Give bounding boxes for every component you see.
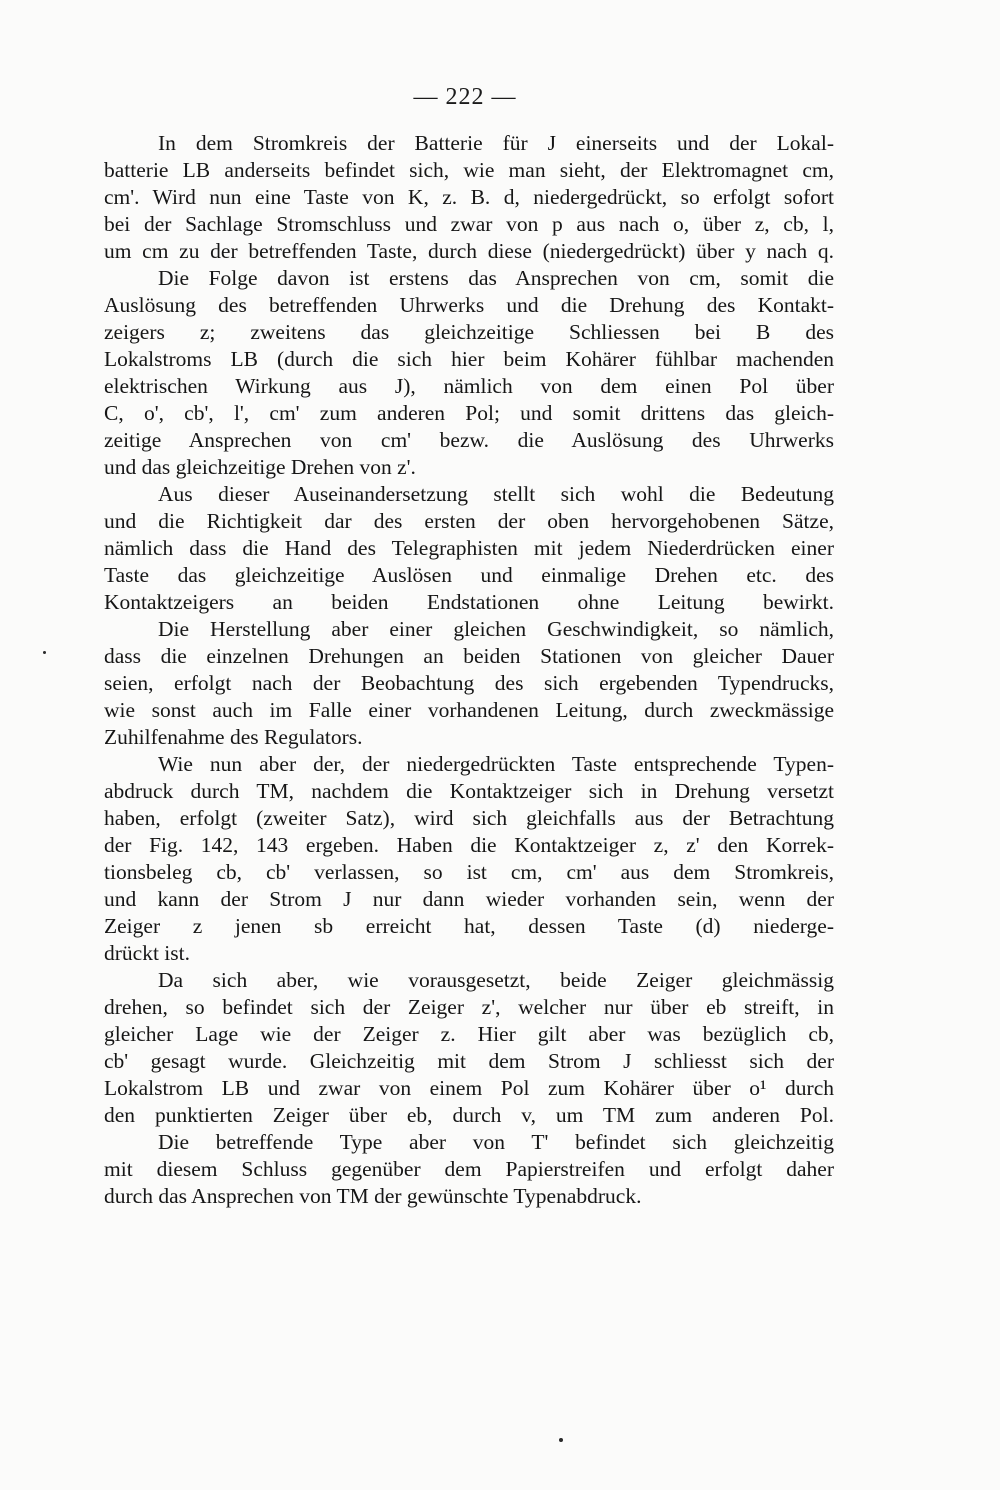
text-line: drehen, so befindet sich der Zeiger z', welcher nur über eb streift, in (104, 995, 834, 1019)
text-line: nämlich dass die Hand des Telegraphisten mit jedem Niederdrücken einer (104, 536, 834, 560)
text-line: In dem Stromkreis der Batterie für J einerseits und der Lokal- (158, 131, 834, 155)
text-line: batterie LB anderseits befindet sich, wie man sieht, der Elektromagnet cm, (104, 158, 834, 182)
page-number: — 222 — (413, 84, 517, 110)
text-line: Kontaktzeigers an beiden Endstationen ohne Leitung bewirkt. (104, 590, 834, 614)
text-line: tionsbeleg cb, cb' verlassen, so ist cm, cm' aus dem Stromkreis, (104, 860, 834, 884)
text-line: Da sich aber, wie vorausgesetzt, beide Zeiger gleichmässig (158, 968, 834, 992)
text-line: zeitige Ansprechen von cm' bezw. die Auslösung des Uhrwerks (104, 428, 834, 452)
text-line: und die Richtigkeit dar des ersten der oben hervorgehobenen Sätze, (104, 509, 834, 533)
text-line: um cm zu der betreffenden Taste, durch diese (niedergedrückt) über y nach q. (104, 239, 834, 263)
text-line: den punktierten Zeiger über eb, durch v, um TM zum anderen Pol. (104, 1103, 834, 1127)
text-line: Aus dieser Auseinandersetzung stellt sich wohl die Bedeutung (158, 482, 834, 506)
text-line: wie sonst auch im Falle einer vorhandenen Leitung, durch zweckmässige (104, 698, 834, 722)
text-line: Zeiger z jenen sb erreicht hat, dessen Taste (d) niederge- (104, 914, 834, 938)
text-line: Lokalstroms LB (durch die sich hier beim Kohärer fühlbar machenden (104, 347, 834, 371)
text-line: gleicher Lage wie der Zeiger z. Hier gilt aber was bezüglich cb, (104, 1022, 834, 1046)
text-line: und kann der Strom J nur dann wieder vorhanden sein, wenn der (104, 887, 834, 911)
ink-speck (559, 1438, 563, 1442)
text-line: Zuhilfenahme des Regulators. (104, 725, 363, 749)
text-line: Die Folge davon ist erstens das Ansprechen von cm, somit die (158, 266, 834, 290)
text-line: bei der Sachlage Stromschluss und zwar von p aus nach o, über z, cb, l, (104, 212, 834, 236)
text-line: Auslösung des betreffenden Uhrwerks und die Drehung des Kontakt- (104, 293, 834, 317)
text-line: Die betreffende Type aber von T' befindet sich gleichzeitig (158, 1130, 834, 1154)
text-line: C, o', cb', l', cm' zum anderen Pol; und somit drittens das gleich- (104, 401, 834, 425)
text-line: Die Herstellung aber einer gleichen Geschwindigkeit, so nämlich, (158, 617, 834, 641)
text-line: durch das Ansprechen von TM der gewünschte Typenabdruck. (104, 1184, 642, 1208)
text-line: dass die einzelnen Drehungen an beiden Stationen von gleicher Dauer (104, 644, 834, 668)
text-line: drückt ist. (104, 941, 190, 965)
text-line: abdruck durch TM, nachdem die Kontaktzeiger sich in Drehung versetzt (104, 779, 834, 803)
text-line: und das gleichzeitige Drehen von z'. (104, 455, 416, 479)
text-line: mit diesem Schluss gegenüber dem Papierstreifen und erfolgt daher (104, 1157, 834, 1181)
ink-speck (43, 651, 46, 654)
text-line: Lokalstrom LB und zwar von einem Pol zum Kohärer über o¹ durch (104, 1076, 834, 1100)
text-line: Taste das gleichzeitige Auslösen und einmalige Drehen etc. des (104, 563, 834, 587)
text-line: zeigers z; zweitens das gleichzeitige Schliessen bei B des (104, 320, 834, 344)
text-line: haben, erfolgt (zweiter Satz), wird sich gleichfalls aus der Betrachtung (104, 806, 834, 830)
text-line: cb' gesagt wurde. Gleichzeitig mit dem Strom J schliesst sich der (104, 1049, 834, 1073)
text-line: Wie nun aber der, der niedergedrückten Taste entsprechende Typen- (158, 752, 834, 776)
text-line: seien, erfolgt nach der Beobachtung des sich ergebenden Typendrucks, (104, 671, 834, 695)
text-line: der Fig. 142, 143 ergeben. Haben die Kontaktzeiger z, z' den Korrek- (104, 833, 834, 857)
text-line: cm'. Wird nun eine Taste von K, z. B. d, niedergedrückt, so erfolgt sofort (104, 185, 834, 209)
body-text (104, 130, 834, 1210)
text-line: elektrischen Wirkung aus J), nämlich von dem einen Pol über (104, 374, 834, 398)
